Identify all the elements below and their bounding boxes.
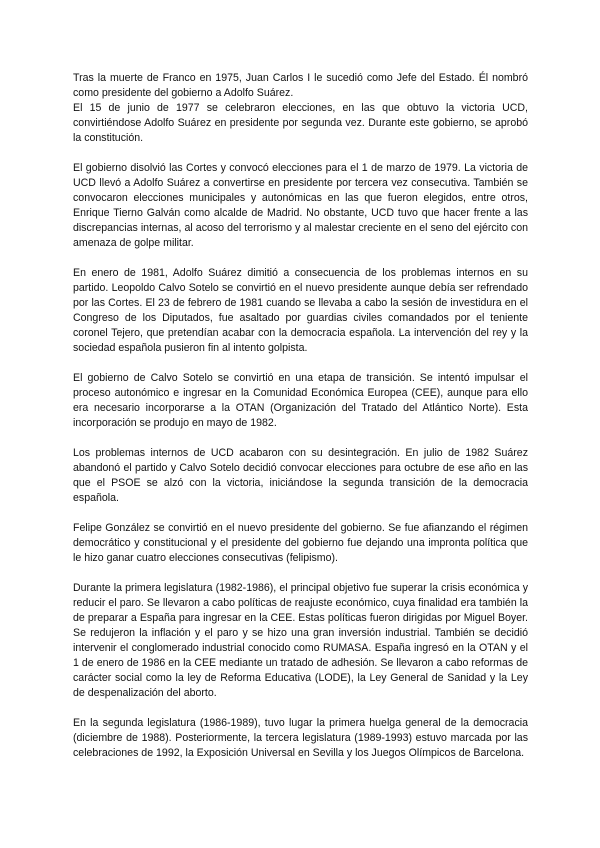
paragraph-elections-1979: El gobierno disolvió las Cortes y convocó elecciones para el 1 de marzo de 1979. La victoria de UCD llevó a Adolfo Suárez a convertirse en presidente por tercera vez consecutiva. También se convocaron elecciones municipales y autonómicas en las que fueron elegidos, entre otros, Enrique Tierno Galván como alcalde de Madrid. No obstante, UCD tuvo que hacer frente a las discrepancias internas, al acoso del terrorismo y al malestar creciente en el seno del ejército con amenaza de golpe militar. [73, 162, 528, 249]
paragraph-elections-1977: El 15 de junio de 1977 se celebraron elecciones, en las que obtuvo la victoria UCD, convirtiéndose Adolfo Suárez en presidente por segunda vez. Durante este gobierno, se aprobó la constitución. [73, 102, 528, 144]
paragraph-calvo-sotelo: El gobierno de Calvo Sotelo se convirtió en una etapa de transición. Se intentó impulsar el proceso autonómico e ingresar en la Comunidad Económica Europea (CEE), aunque para ello era necesario incorporarse a la OTAN (Organización del Tratado del Atlántico Norte). Esta incorporación se produjo en mayo de 1982. [73, 372, 528, 429]
paragraph-first-legislature: Durante la primera legislatura (1982-1986), el principal objetivo fue superar la crisis económica y reducir el paro. Se llevaron a cabo políticas de reajuste económico, cuya finalidad era también la de preparar a España para ingresar en la CEE. Estas políticas fueron dirigidas por Miguel Boyer. Se redujeron la inflación y el paro y se hizo una gran inversión industrial. También se decidió intervenir el conglomerado industrial conocido como RUMASA. España ingresó en la OTAN y el 1 de enero de 1986 en la CEE mediante un tratado de adhesión. Se llevaron a cabo reformas de carácter social como la ley de Reforma Educativa (LODE), la Ley General de Sanidad y la Ley de despenalización del aborto. [73, 582, 528, 699]
paragraph-coup-1981: En enero de 1981, Adolfo Suárez dimitió a consecuencia de los problemas internos en su partido. Leopoldo Calvo Sotelo se convirtió en el nuevo presidente aunque debía ser refrendado por las Cortes. El 23 de febrero de 1981 cuando se llevaba a cabo la sesión de investidura en el Congreso de los Diputados, fue asaltado por guardias civiles comandados por el teniente coronel Tejero, que pretendían acabar con la democracia española. La intervención del rey y la sociedad española pusieron fin al intento golpista. [73, 267, 528, 354]
paragraph-second-third-legislature: En la segunda legislatura (1986-1989), tuvo lugar la primera huelga general de la democracia (diciembre de 1988). Posteriormente, la tercera legislatura (1989-1993) estuvo marcada por las celebraciones de 1992, la Exposición Universal en Sevilla y los Juegos Olímpicos de Barcelona. [73, 717, 528, 759]
paragraph-felipe-gonzalez: Felipe González se convirtió en el nuevo presidente del gobierno. Se fue afianzando el régimen democrático y constitucional y el presidente del gobierno fue dejando una impronta política que le hizo ganar cuatro elecciones consecutivas (felipismo). [73, 522, 528, 564]
document-body [73, 71, 528, 776]
paragraph-ucd-collapse: Los problemas internos de UCD acabaron con su desintegración. En julio de 1982 Suárez abandonó el partido y Calvo Sotelo decidió convocar elecciones para octubre de ese año en las que el PSOE se alzó con la victoria, iniciándose la segunda transición de la democracia española. [73, 447, 528, 504]
paragraph-transition-start: Tras la muerte de Franco en 1975, Juan Carlos I le sucedió como Jefe del Estado. Él nombró como presidente del gobierno a Adolfo Suárez. [73, 72, 528, 99]
